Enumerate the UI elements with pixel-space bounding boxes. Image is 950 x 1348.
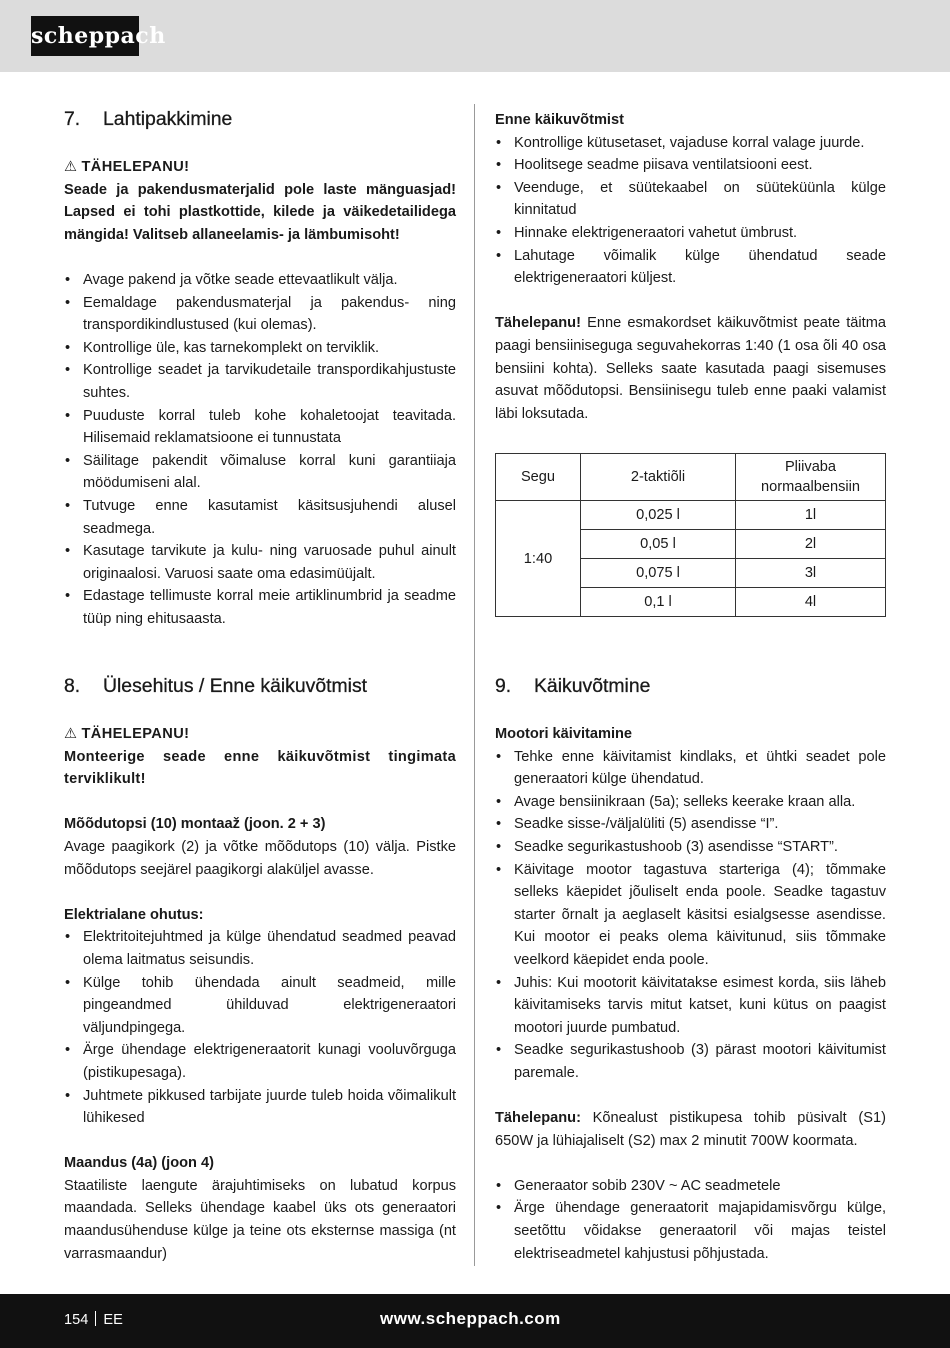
page-header: [0, 0, 950, 72]
grounding-heading: Maandus (4a) (joon 4): [64, 1155, 214, 1172]
warning-triangle-icon: ⚠: [64, 159, 78, 175]
fuel-mix-table: [495, 453, 886, 617]
table-header-cell: Segu: [496, 454, 581, 501]
petrol-cell: 4l: [736, 588, 886, 617]
list-item: • Külge tohib ühendada ainult seadmeid, mille pingeandmed ühilduvad elektrigeneraatori väljundpingega.: [64, 972, 456, 1040]
section-8-heading: [64, 671, 456, 701]
list-item: • Avage bensiinikraan (5a); selleks keerake kraan alla.: [495, 791, 886, 814]
list-item: • Tehke enne käivitamist kindlaks, et ühtki seadet pole generaatori külge ühendatud.: [495, 746, 886, 791]
list-item: • Hinnake elektrigeneraatori vahetut ümbrust.: [495, 222, 886, 245]
language-code: EE: [103, 1312, 123, 1328]
section-8: [64, 671, 456, 1265]
warning-text: Monteerige seade enne käikuvõtmist tingimata terviklikult!: [64, 748, 456, 788]
dipstick-heading: Mõõdutopsi (10) montaaž (joon. 2 + 3): [64, 816, 326, 833]
oil-cell: 0,025 l: [581, 501, 736, 530]
oil-cell: 0,075 l: [581, 559, 736, 588]
table-header-cell: 2-taktiõli: [581, 454, 736, 501]
fuel-mix-table-wrapper: [495, 453, 886, 617]
list-item: • Kontrollige seadet ja tarvikudetaile transpordikahjustuste suhtes.: [64, 359, 456, 404]
list-item: • Edastage tellimuste korral meie artiklinumbrid ja seadme tüüp ning ehitusaasta.: [64, 585, 456, 630]
table-header-cell: [736, 454, 886, 501]
warning-label-text: TÄHELEPANU!: [81, 726, 190, 742]
before-start-section: [495, 109, 886, 425]
warning-text: Seade ja pakendusmaterjalid pole laste mänguasjad! Lapsed ei tohi plastkottide, kilede ja väikedetailidega mängida! Valitseb allaneelamis- ja lämbumisoht!: [64, 181, 456, 243]
section-7: [64, 104, 456, 630]
section-7-heading: [64, 104, 456, 134]
unpacking-list: [64, 269, 456, 631]
table-row: [496, 501, 886, 530]
list-item: • Eemaldage pakendusmaterjal ja pakendus- ning transpordikindlustused (kui olemas).: [64, 292, 456, 337]
list-item: • Seadke segurikastushoob (3) asendisse “START”.: [495, 836, 886, 859]
table-header-text: Pliivaba normaalbensiin: [761, 459, 860, 495]
generator-usage-list: [495, 1175, 886, 1265]
warning-label: [64, 723, 456, 746]
section-title: Lahtipakkimine: [103, 108, 233, 130]
list-item: • Ärge ühendage elektrigeneraatorit kunagi vooluvõrguga (pistikupesaga).: [64, 1039, 456, 1084]
oil-cell: 0,1 l: [581, 588, 736, 617]
note-text: Kõnealust pistikupesa tohib püsivalt (S1) 650W ja lühiajaliselt (S2) max 2 minutit 700W koormata.: [495, 1110, 886, 1149]
list-item: • Tutvuge enne kasutamist käsitsusjuhendi alusel seadmega.: [64, 495, 456, 540]
list-item: • Lahutage võimalik külge ühendatud seade elektrigeneraatori küljest.: [495, 245, 886, 290]
dipstick-text: Avage paagikork (2) ja võtke mõõdutops (10) välja. Pistke mõõdutops seejärel paagikorgi alaküljel avasse.: [64, 838, 456, 878]
petrol-cell: 2l: [736, 530, 886, 559]
note-text: Enne esmakordset käikuvõtmist peate täitma paagi bensiiniseguga seguvahekorras 1:40 (1 osa õli 40 osa bensiini kohta). Selleks saate kasutada paagi sisemuses asuvat mõõdutopsi. Bensiinisegu tuleb enne paaki valamist läbi loksutada.: [495, 315, 886, 422]
footer-separator: [95, 1311, 96, 1326]
engine-start-list: [495, 746, 886, 1085]
note-label: Tähelepanu:: [495, 1110, 581, 1127]
engine-start-heading: Mootori käivitamine: [495, 726, 633, 742]
section-number: 9.: [495, 675, 512, 697]
section-9-heading: [495, 671, 886, 701]
warning-label-text: TÄHELEPANU!: [81, 159, 190, 175]
before-start-list: [495, 132, 886, 290]
scheppach-logo: scheppach: [31, 16, 139, 56]
list-item: • Seadke segurikastushoob (3) pärast mootori käivitumist paremale.: [495, 1039, 886, 1084]
list-item: • Elektritoitejuhtmed ja külge ühendatud seadmed peavad olema laitmatus seisundis.: [64, 926, 456, 971]
fuel-mix-note: [495, 312, 886, 425]
list-item: • Puuduste korral tuleb kohe kohaletoojat teavitada. Hilisemaid reklamatsioone ei tunnustata: [64, 405, 456, 450]
electrical-safety-heading: Elektrialane ohutus:: [64, 906, 204, 923]
electrical-safety-list: [64, 926, 456, 1129]
list-item: • Kontrollige kütusetaset, vajaduse korral valage juurde.: [495, 132, 886, 155]
page-number: 154: [64, 1312, 89, 1328]
section-title: Ülesehitus / Enne käikuvõtmist: [103, 675, 368, 697]
section-number: 7.: [64, 108, 81, 130]
ratio-cell: 1:40: [496, 501, 581, 617]
petrol-cell: 3l: [736, 559, 886, 588]
section-title: Käikuvõtmine: [534, 675, 651, 697]
website-link[interactable]: www.scheppach.com: [380, 1309, 561, 1328]
list-item: • Juhtmete pikkused tarbijate juurde tuleb hoida võimalikult lühikesed: [64, 1085, 456, 1130]
page-indicator: [64, 1309, 123, 1331]
table-header-row: [496, 454, 886, 501]
list-item: • Ärge ühendage generaatorit majapidamisvõrgu külge, seetõttu võidakse generaatoril või majas teistel elektriseadmetel kahjustusi põhjustada.: [495, 1197, 886, 1265]
list-item: • Kontrollige üle, kas tarnekomplekt on terviklik.: [64, 337, 456, 360]
load-note: [495, 1107, 886, 1152]
list-item: • Generaator sobib 230V ~ AC seadmetele: [495, 1175, 886, 1198]
list-item: • Hoolitsege seadme piisava ventilatsiooni eest.: [495, 154, 886, 177]
column-divider: [474, 104, 475, 1266]
note-label: Tähelepanu!: [495, 315, 581, 332]
section-number: 8.: [64, 675, 81, 697]
list-item: • Säilitage pakendit võimaluse korral kuni garantiiaja möödumiseni alal.: [64, 450, 456, 495]
list-item: • Käivitage mootor tagastuva starteriga (4); tõmmake selleks käepidet jõuliselt enda poole. Seadke tagastuv starter õrnalt ja aeglaselt käsitsi esialgsesse asendisse. Kui mootor ei peaks olema käivitunud, siis tõmmake veelkord käepidet enda poole.: [495, 859, 886, 972]
warning-label: [64, 156, 456, 179]
list-item: • Seadke sisse-/väljalüliti (5) asendisse “I”.: [495, 813, 886, 836]
oil-cell: 0,05 l: [581, 530, 736, 559]
petrol-cell: 1l: [736, 501, 886, 530]
grounding-text: Staatiliste laengute ärajuhtimiseks on lubatud korpus maandada. Selleks ühendage kaabel üks ots generaatori maandusühenduse külge ja teine ots eksternse massiga (nt varrasmaandur): [64, 1177, 456, 1262]
list-item: • Veenduge, et süütekaabel on süüteküünla külge kinnitatud: [495, 177, 886, 222]
list-item: • Juhis: Kui mootorit käivitatakse esimest korda, siis läheb käivitamiseks tarvis mitut katset, kuni kütus on paagist mootori juurde pumbatud.: [495, 972, 886, 1040]
before-start-heading: Enne käikuvõtmist: [495, 112, 624, 128]
page-footer: [0, 1294, 950, 1348]
section-9: [495, 671, 886, 1265]
list-item: • Avage pakend ja võtke seade ettevaatlikult välja.: [64, 269, 456, 292]
warning-triangle-icon: ⚠: [64, 726, 78, 742]
list-item: • Kasutage tarvikute ja kulu- ning varuosade puhul ainult originaalosi. Varuosi saate oma edasimüüjalt.: [64, 540, 456, 585]
